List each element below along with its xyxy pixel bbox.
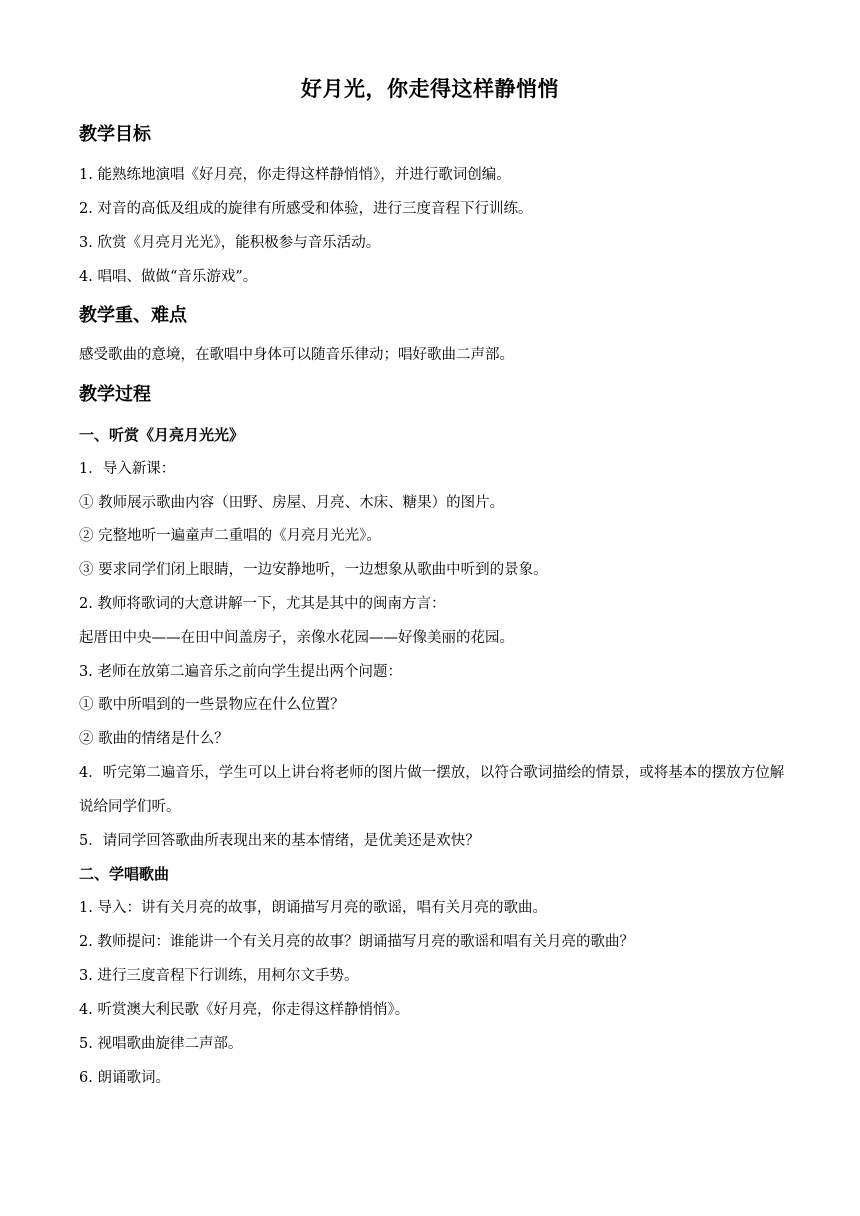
part1-line: ① 教师展示歌曲内容（田野、房屋、月亮、木床、糖果）的图片。 (79, 495, 505, 511)
goal-item: 4. 唱唱、做做“音乐游戏”。 (79, 269, 258, 285)
goal-item: 1. 能熟练地演唱《好月亮，你走得这样静悄悄》，并进行歌词创编。 (79, 167, 511, 183)
goal-item: 3. 欣赏《月亮月光光》，能积极参与音乐活动。 (79, 235, 381, 251)
part2-line: 3. 进行三度音程下行训练，用柯尔文手势。 (79, 968, 359, 984)
part2-line: 2. 教师提问：谁能讲一个有关月亮的故事？朗诵描写月亮的歌谣和唱有关月亮的歌曲？ (79, 934, 634, 950)
key-points-text: 感受歌曲的意境，在歌唱中身体可以随音乐律动；唱好歌曲二声部。 (79, 347, 514, 363)
part1-line: 2. 教师将歌词的大意讲解一下，尤其是其中的闽南方言： (79, 596, 446, 612)
part1-line: ③ 要求同学们闭上眼睛，一边安静地听，一边想象从歌曲中听到的景象。 (79, 562, 548, 578)
goals-heading: 教学目标 (79, 124, 151, 145)
part1-line: 1．导入新课： (79, 461, 176, 477)
part1-line: ② 歌曲的情绪是什么？ (79, 731, 229, 747)
part2-heading: 二、学唱歌曲 (79, 865, 170, 883)
process-heading: 教学过程 (79, 384, 151, 405)
part2-line: 4. 听赏澳大利民歌《好月亮，你走得这样静悄悄》。 (79, 1002, 410, 1018)
part1-heading: 一、听赏《月亮月光光》 (79, 426, 245, 444)
part1-line: 4．听完第二遍音乐，学生可以上讲台将老师的图片做一摆放，以符合歌词描绘的情景，或将基本的摆放方位解说给同学们听。 (79, 765, 785, 815)
part1-line: 3. 老师在放第二遍音乐之前向学生提出两个问题： (79, 664, 402, 680)
part2-line: 5. 视唱歌曲旋律二声部。 (79, 1036, 243, 1052)
key-points-heading: 教学重、难点 (79, 305, 187, 326)
document-title: 好月光，你走得这样静悄悄 (301, 77, 559, 101)
part1-line: 起厝田中央——在田中间盖房子，亲像水花园——好像美丽的花园。 (79, 630, 514, 646)
part1-line: ② 完整地听一遍童声二重唱的《月亮月光光》。 (79, 528, 381, 544)
part2-line: 6. 朗诵歌词。 (79, 1070, 170, 1086)
part1-line: 5．请同学回答歌曲所表现出来的基本情绪，是优美还是欢快？ (79, 833, 480, 849)
part1-line: ① 歌中所唱到的一些景物应在什么位置？ (79, 697, 345, 713)
goal-item: 2. 对音的高低及组成的旋律有所感受和体验，进行三度音程下行训练。 (79, 201, 533, 217)
part2-line: 1. 导入：讲有关月亮的故事，朗诵描写月亮的歌谣，唱有关月亮的歌曲。 (79, 900, 547, 916)
